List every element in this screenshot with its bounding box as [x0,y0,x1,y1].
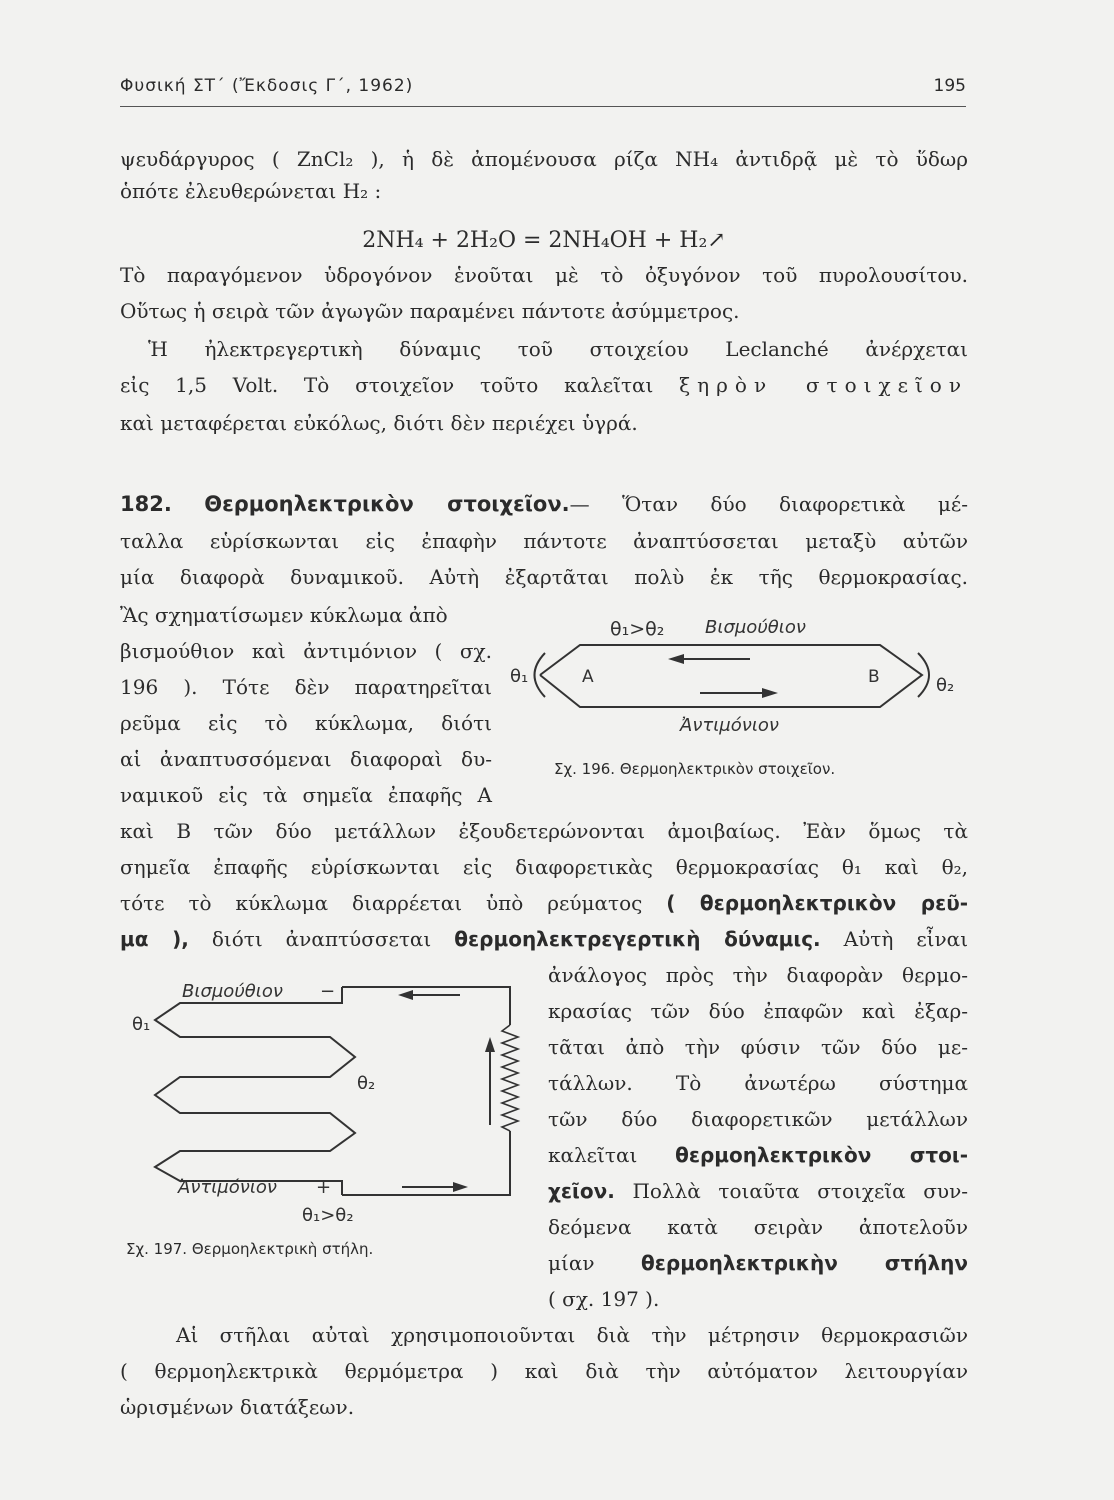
wrap-line: 196 ). Τότε δὲν παρατηρεῖται [120,675,492,699]
section-number: 182. [120,492,172,516]
running-title: Φυσική ΣΤ΄ (Ἔκδοσις Γ΄, 1962) [120,76,414,96]
fig197-plus: + [316,1177,332,1198]
fig196-circuit [540,645,922,707]
fig196-junction-a [535,653,546,697]
para2-line: Οὕτως ἡ σειρὰ τῶν ἀγωγῶν παραμένει πάντοτε ἀσύμμετρος. [120,299,740,323]
right-col-line: καλεῖται θερμοηλεκτρικὸν στοι- [548,1143,968,1167]
chemical-equation: 2NH₄ + 2H₂O = 2NH₄OH + H₂↗ [362,228,726,253]
wrap-line: βισμούθιον καὶ ἀντιμόνιον ( σχ. [120,639,492,663]
right-col-line: τᾶται ἀπὸ τὴν φύσιν τῶν δύο με- [548,1035,968,1059]
fig196-point-b: B [868,667,880,687]
body-line: σημεῖα ἐπαφῆς εὑρίσκωνται εἰς διαφορετικὰς θερμοκρασίας θ₁ καὶ θ₂, [120,855,968,879]
section-title: Θερμοηλεκτρικὸν στοιχεῖον. [204,492,570,516]
fig196-top-label: Βισμούθιον [705,617,806,638]
fig197-arrowhead [398,990,413,1000]
bold-term: θερμοηλεκτρεγερτικὴ δύναμις. [454,927,821,951]
section-line: μία διαφορὰ δυναμικοῦ. Αὐτὴ ἐξαρτᾶται πολὺ ἐκ τῆς θερμοκρασίας. [120,565,968,589]
fig197-top-lead [342,987,510,1025]
body-line: καὶ B τῶν δύο μετάλλων ἐξουδετερώνονται ἀμοιβαίως. Ἐὰν ὅμως τὰ [120,819,968,843]
right-col-line: ἀνάλογος πρὸς τὴν διαφορὰν θερμο- [548,963,968,987]
wrap-line: αἱ ἀναπτυσσόμεναι διαφοραὶ δυ- [120,747,492,771]
page-number: 195 [933,76,966,96]
right-col-line: κρασίας τῶν δύο ἐπαφῶν καὶ ἐξαρ- [548,999,968,1023]
final-line: ὡρισμένων διατάξεων. [120,1395,355,1419]
wrap-line: Ἂς σχηματίσωμεν κύκλωμα ἀπὸ [120,603,448,627]
section-heading-line: 182. Θερμοηλεκτρικὸν στοιχεῖον.— Ὅταν δύο διαφορετικὰ μέ- [120,492,968,516]
right-col-line: ( σχ. 197 ). [548,1287,660,1311]
header-rule [120,106,966,107]
right-col-line: τῶν δύο διαφορετικῶν μετάλλων [548,1107,968,1131]
fig196-bottom-label: Ἀντιμόνιον [680,715,779,736]
fig196-theta1: θ₁ [510,666,529,687]
fig197-top-label: Βισμούθιον [182,981,283,1002]
figure-197 [120,975,530,1230]
bold-term: θερμοηλεκτρικὴν στήλην [641,1251,969,1275]
fig196-condition: θ₁>θ₂ [610,618,665,640]
wrap-line: ναμικοῦ εἰς τὰ σημεῖα ἐπαφῆς A [120,783,492,807]
fig197-arrowhead [453,1182,468,1192]
fig196-theta2: θ₂ [936,675,955,696]
body-line: μα ), διότι ἀναπτύσσεται θερμοηλεκτρεγερτικὴ δύναμις. Αὐτὴ εἶναι [120,927,969,951]
para2-line: Τὸ παραγόμενον ὑδρογόνον ἑνοῦται μὲ τὸ ὀξυγόνον τοῦ πυρολουσίτου. [120,263,968,287]
body-line: τότε τὸ κύκλωμα διαρρέεται ὑπὸ ρεύματος ( θερμοηλεκτρικὸν ρεῦ- [120,891,969,915]
fig197-arrowhead [485,1037,495,1052]
fig196-point-a: A [582,667,594,687]
final-line: ( θερμοηλεκτρικὰ θερμόμετρα ) καὶ διὰ τὴν αὐτόματον λειτουργίαν [120,1359,968,1383]
right-col-line: δεόμενα κατὰ σειρὰν ἀποτελοῦν [548,1215,968,1239]
fig196-arrowhead [668,654,684,664]
fig197-caption: Σχ. 197. Θερμοηλεκτρικὴ στήλη. [126,1240,374,1258]
para2-line: Ἡ ἠλεκτρεγερτικὴ δύναμις τοῦ στοιχείου Leclanché ἀνέρχεται [148,337,968,361]
section-line: ταλλα εὑρίσκωνται εἰς ἐπαφὴν πάντοτε ἀναπτύσσεται μεταξὺ αὐτῶν [120,529,968,553]
page-header [120,76,966,106]
fig197-pile-wire [155,987,355,1195]
fig197-theta1: θ₁ [132,1014,151,1035]
para1-line: ψευδάργυρος ( ZnCl₂ ), ἡ δὲ ἀπομένουσα ρίζα NH₄ ἀντιδρᾷ μὲ τὸ ὕδωρ [120,147,968,171]
spaced-term: ξηρὸν στοιχεῖον [679,373,968,397]
para1-line: ὁπότε ἐλευθερώνεται H₂ : [120,179,382,203]
right-col-line: τάλλων. Τὸ ἀνωτέρω σύστημα [548,1071,968,1095]
fig197-minus: − [320,981,336,1002]
right-col-line: μίαν θερμοηλεκτρικὴν στήλην [548,1251,969,1275]
bold-term: ( θερμοηλεκτρικὸν ρεῦ- [666,891,969,915]
figure-196 [500,605,970,765]
para2-line: καὶ μεταφέρεται εὐκόλως, διότι δὲν περιέχει ὑγρά. [120,411,638,435]
fig197-theta2: θ₂ [357,1073,376,1094]
fig197-bottom-lead [342,1131,510,1195]
fig197-bottom-label: Ἀντιμόνιον [178,1177,277,1198]
bold-term: χεῖον. [548,1179,615,1203]
fig197-resistor [502,1025,518,1131]
bold-term: θερμοηλεκτρικὸν στοι- [675,1143,968,1167]
fig197-condition: θ₁>θ₂ [302,1205,354,1226]
final-line: Αἱ στῆλαι αὐταὶ χρησιμοποιοῦνται διὰ τὴν μέτρησιν θερμοκρασιῶν [176,1323,968,1347]
wrap-line: ρεῦμα εἰς τὸ κύκλωμα, διότι [120,711,492,735]
fig196-arrowhead [762,688,778,698]
para2-line: εἰς 1,5 Volt. Τὸ στοιχεῖον τοῦτο καλεῖται ξηρὸν στοιχεῖον [120,373,968,397]
fig196-caption: Σχ. 196. Θερμοηλεκτρικὸν στοιχεῖον. [554,760,836,778]
right-col-line: χεῖον. Πολλὰ τοιαῦτα στοιχεῖα συν- [548,1179,969,1203]
